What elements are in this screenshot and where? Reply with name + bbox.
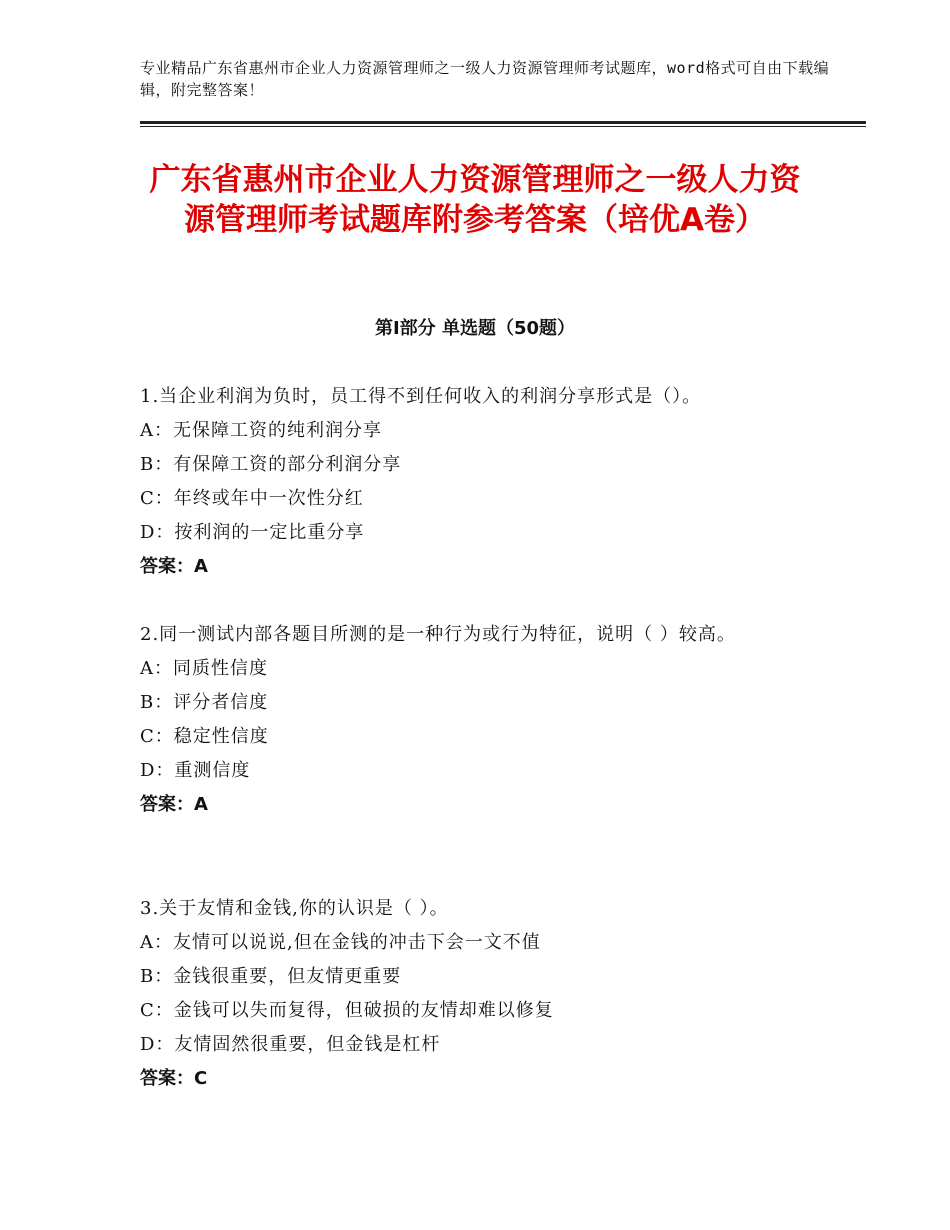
- answer: 答案：A: [140, 556, 208, 577]
- option-a: A：无保障工资的纯利润分享: [140, 420, 382, 441]
- question-3: [140, 892, 800, 1096]
- option-d: D：按利润的一定比重分享: [140, 522, 365, 543]
- question-1: [140, 380, 800, 584]
- option-c: C：稳定性信度: [140, 726, 269, 747]
- option-c: C：金钱可以失而复得，但破损的友情却难以修复: [140, 1000, 554, 1021]
- answer: 答案：C: [140, 1068, 208, 1089]
- section-title: 第Ⅰ部分 单选题（50题）: [374, 318, 575, 339]
- option-b: B：评分者信度: [140, 692, 269, 713]
- header-note: 专业精品广东省惠州市企业人力资源管理师之一级人力资源管理师考试题库，word格式可自由下载编辑，附完整答案！: [140, 59, 830, 99]
- document-title: 广东省惠州市企业人力资源管理师之一级人力资源管理师考试题库附参考答案（培优A卷）: [149, 162, 801, 238]
- question-text: 3.关于友情和金钱,你的认识是（ ）。: [140, 898, 449, 919]
- header-divider-thin: [140, 126, 866, 127]
- question-text: 2.同一测试内部各题目所测的是一种行为或行为特征，说明（ ）较高。: [140, 624, 736, 645]
- header-divider-thick: [140, 121, 866, 124]
- option-b: B：金钱很重要，但友情更重要: [140, 966, 402, 987]
- answer: 答案：A: [140, 794, 208, 815]
- option-d: D：重测信度: [140, 760, 251, 781]
- question-text: 1.当企业利润为负时，员工得不到任何收入的利润分享形式是（）。: [140, 386, 702, 407]
- option-a: A：同质性信度: [140, 658, 268, 679]
- option-b: B：有保障工资的部分利润分享: [140, 454, 402, 475]
- option-c: C：年终或年中一次性分红: [140, 488, 364, 509]
- option-d: D：友情固然很重要，但金钱是杠杆: [140, 1034, 441, 1055]
- question-2: [140, 618, 800, 822]
- option-a: A：友情可以说说,但在金钱的冲击下会一文不值: [140, 932, 541, 953]
